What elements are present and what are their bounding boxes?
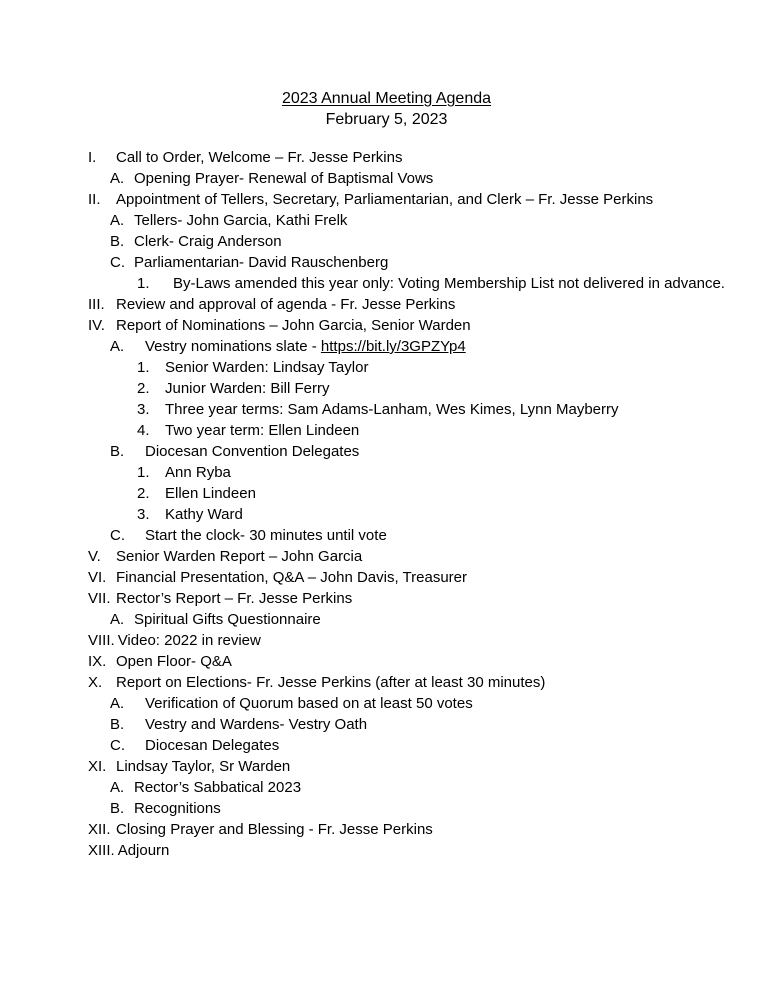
agenda-item (0, 714, 773, 735)
agenda-item (0, 357, 773, 378)
agenda-item-text: Report on Elections- Fr. Jesse Perkins (after at least 30 minutes) (116, 674, 546, 691)
agenda-item-marker: C. (110, 527, 125, 544)
agenda-item-text: Clerk- Craig Anderson (134, 233, 282, 250)
agenda-item-text: Three year terms: Sam Adams-Lanham, Wes Kimes, Lynn Mayberry (165, 401, 619, 418)
agenda-item-marker: 3. (137, 401, 150, 418)
agenda-item-text: Junior Warden: Bill Ferry (165, 380, 330, 397)
agenda-outline (0, 147, 773, 861)
agenda-item (0, 525, 773, 546)
agenda-item (0, 735, 773, 756)
agenda-item-text: Diocesan Convention Delegates (145, 443, 360, 460)
agenda-item (0, 210, 773, 231)
agenda-item-marker: IV. (88, 317, 105, 334)
agenda-item-marker: VII. (88, 590, 111, 607)
agenda-item-marker: A. (110, 170, 125, 187)
agenda-item-text: Recognitions (134, 800, 221, 817)
agenda-item-text: Diocesan Delegates (145, 737, 280, 754)
agenda-item-text: Ellen Lindeen (165, 485, 256, 502)
agenda-item-text: By-Laws amended this year only: Voting Membership List not delivered in advance. (173, 275, 725, 292)
agenda-item-marker: B. (110, 443, 125, 460)
document-header (0, 0, 773, 130)
agenda-item-marker: V. (88, 548, 101, 565)
agenda-item (0, 756, 773, 777)
agenda-item-text: Lindsay Taylor, Sr Warden (116, 758, 291, 775)
agenda-item-marker: 1. (137, 359, 150, 376)
page-title: 2023 Annual Meeting Agenda (281, 90, 492, 107)
agenda-item-marker: XI. (88, 758, 107, 775)
agenda-item-marker: II. (88, 191, 101, 208)
agenda-item-text: Adjourn (117, 842, 170, 859)
agenda-item (0, 378, 773, 399)
agenda-item-marker: A. (110, 611, 125, 628)
agenda-item-text: Closing Prayer and Blessing - Fr. Jesse Perkins (116, 821, 433, 838)
agenda-item-marker: 4. (137, 422, 150, 439)
agenda-item-marker: XII. (88, 821, 111, 838)
agenda-item-marker: C. (110, 737, 125, 754)
agenda-item (0, 462, 773, 483)
agenda-item-marker: IX. (88, 653, 107, 670)
agenda-item-marker: VI. (88, 569, 107, 586)
agenda-item-marker: A. (110, 779, 125, 796)
document-date: February 5, 2023 (325, 111, 448, 128)
agenda-item (0, 609, 773, 630)
agenda-item (0, 252, 773, 273)
agenda-item (0, 147, 773, 168)
agenda-item (0, 546, 773, 567)
agenda-item-marker: A. (110, 338, 125, 355)
agenda-item-text: Spiritual Gifts Questionnaire (134, 611, 321, 628)
agenda-item (0, 420, 773, 441)
agenda-item (0, 294, 773, 315)
agenda-item-text: Two year term: Ellen Lindeen (165, 422, 360, 439)
agenda-item-marker: C. (110, 254, 125, 271)
agenda-item-text: Verification of Quorum based on at least 50 votes (145, 695, 473, 712)
agenda-item-marker: 2. (137, 485, 150, 502)
agenda-item-text: Kathy Ward (165, 506, 243, 523)
agenda-item-text: Review and approval of agenda - Fr. Jesse Perkins (116, 296, 456, 313)
agenda-item (0, 168, 773, 189)
agenda-item (0, 588, 773, 609)
agenda-item-marker: VIII. (88, 632, 115, 649)
agenda-item (0, 798, 773, 819)
agenda-item (0, 315, 773, 336)
agenda-item (0, 231, 773, 252)
agenda-item (0, 567, 773, 588)
agenda-item (0, 441, 773, 462)
agenda-item (0, 693, 773, 714)
agenda-item-marker: B. (110, 800, 125, 817)
agenda-item-text: Parliamentarian- David Rauschenberg (134, 254, 389, 271)
agenda-item (0, 189, 773, 210)
agenda-item-marker: I. (88, 149, 97, 166)
agenda-item (0, 399, 773, 420)
agenda-item (0, 504, 773, 525)
agenda-item-marker: 1. (137, 275, 150, 292)
agenda-item (0, 819, 773, 840)
agenda-item-text: Senior Warden: Lindsay Taylor (165, 359, 369, 376)
agenda-item-marker: A. (110, 212, 125, 229)
agenda-item-marker: B. (110, 233, 125, 250)
agenda-item-text: Video: 2022 in review (117, 632, 261, 649)
agenda-item-marker: X. (88, 674, 103, 691)
agenda-item-label: Vestry nominations slate - (145, 338, 321, 355)
agenda-item (0, 273, 773, 294)
agenda-item (0, 630, 773, 651)
agenda-item (0, 483, 773, 504)
agenda-item-text: Senior Warden Report – John Garcia (116, 548, 363, 565)
agenda-item-text (145, 336, 773, 357)
agenda-item-text: Tellers- John Garcia, Kathi Frelk (134, 212, 348, 229)
agenda-item-marker: A. (110, 695, 125, 712)
agenda-item (0, 840, 773, 861)
agenda-item-text: Open Floor- Q&A (116, 653, 232, 670)
agenda-item (0, 651, 773, 672)
agenda-item-text: Rector’s Sabbatical 2023 (134, 779, 302, 796)
agenda-item (0, 672, 773, 693)
agenda-item-text: Start the clock- 30 minutes until vote (145, 527, 387, 544)
agenda-item-text: Call to Order, Welcome – Fr. Jesse Perkins (116, 149, 403, 166)
agenda-item-text: Rector’s Report – Fr. Jesse Perkins (116, 590, 353, 607)
agenda-item (0, 777, 773, 798)
agenda-item-text: Appointment of Tellers, Secretary, Parliamentarian, and Clerk – Fr. Jesse Perkins (116, 191, 654, 208)
agenda-item-link[interactable]: https://bit.ly/3GPZYp4 (320, 338, 466, 355)
agenda-item-text: Opening Prayer- Renewal of Baptismal Vows (134, 170, 434, 187)
agenda-item-marker: 2. (137, 380, 150, 397)
agenda-item-text: Vestry and Wardens- Vestry Oath (145, 716, 368, 733)
agenda-item-marker: B. (110, 716, 125, 733)
agenda-item-marker: 1. (137, 464, 150, 481)
agenda-item-text: Ann Ryba (165, 464, 231, 481)
agenda-item (0, 336, 773, 357)
agenda-item-text: Report of Nominations – John Garcia, Senior Warden (116, 317, 471, 334)
agenda-item-marker: 3. (137, 506, 150, 523)
agenda-item-text: Financial Presentation, Q&A – John Davis, Treasurer (116, 569, 468, 586)
agenda-item-marker: XIII. (88, 842, 115, 859)
agenda-item-marker: III. (88, 296, 105, 313)
